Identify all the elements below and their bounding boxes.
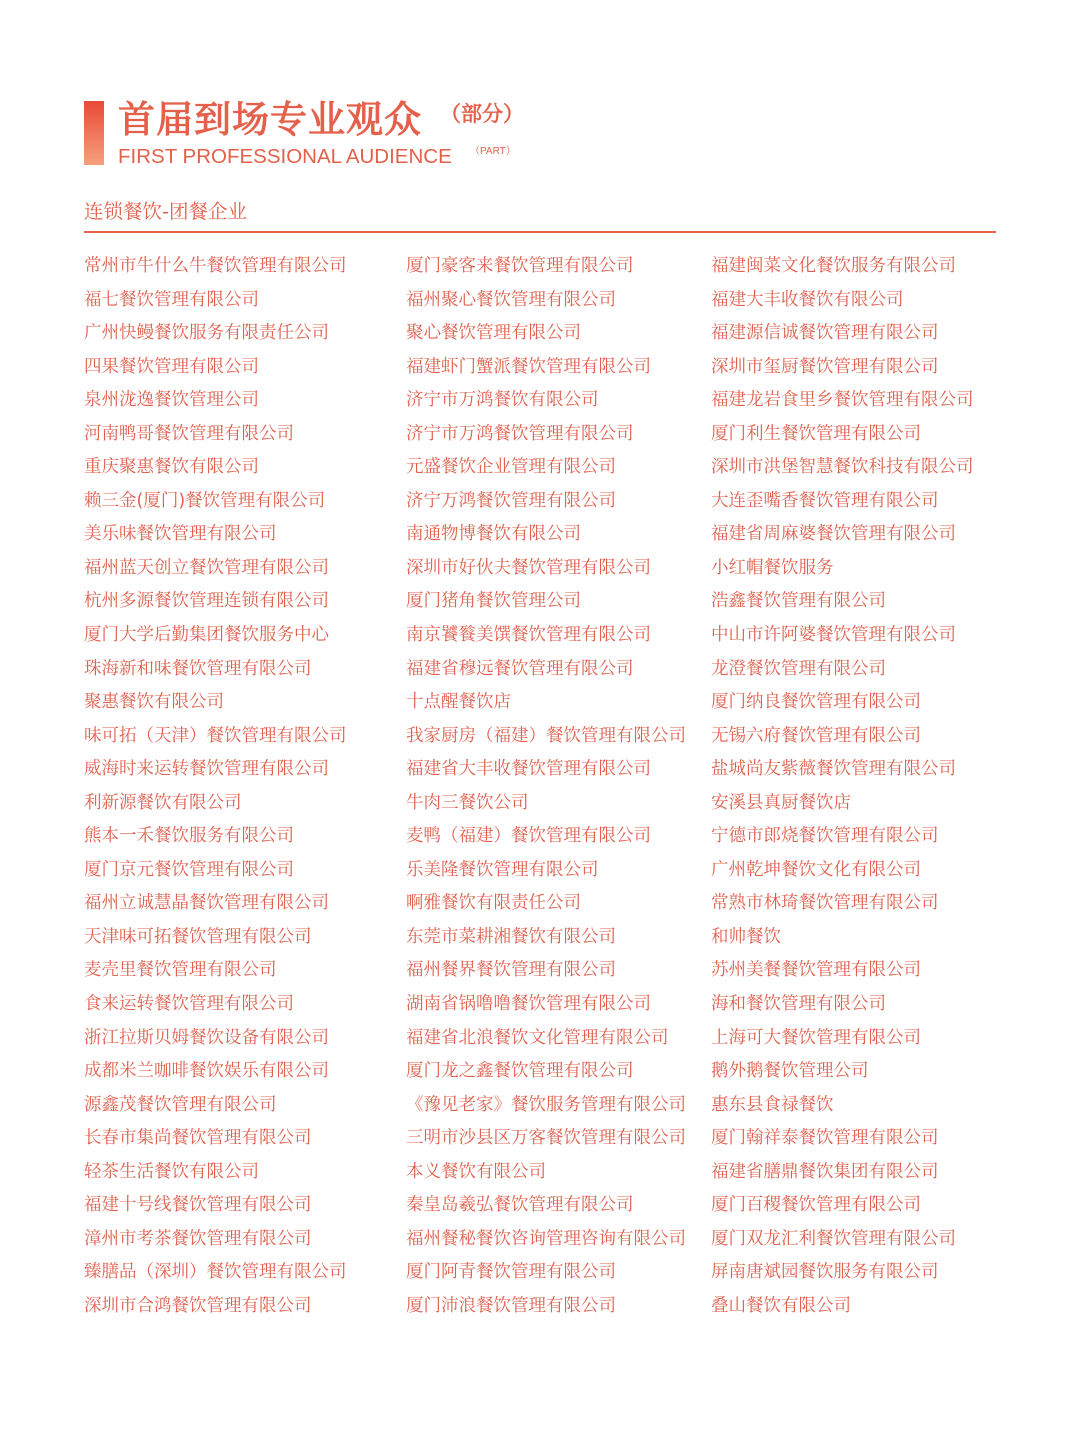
company-list-item: 厦门京元餐饮管理有限公司 <box>84 859 294 880</box>
company-list-item: 厦门翰祥泰餐饮管理有限公司 <box>711 1128 939 1149</box>
company-list-item: 啊雅餐饮有限责任公司 <box>406 893 581 914</box>
company-list-item: 屏南唐斌园餐饮服务有限公司 <box>711 1262 939 1283</box>
company-list-item: 常熟市林琦餐饮管理有限公司 <box>711 893 939 914</box>
company-list-item: 威海时来运转餐饮管理有限公司 <box>84 759 329 780</box>
company-list-item: 福建闽菜文化餐饮服务有限公司 <box>711 256 956 276</box>
company-list-item: 福建大丰收餐饮有限公司 <box>711 289 904 310</box>
company-list-item: 轻茶生活餐饮有限公司 <box>84 1161 259 1182</box>
company-list-item: 河南鸭哥餐饮管理有限公司 <box>84 423 294 444</box>
company-list-item: 盐城尚友紫薇餐饮管理有限公司 <box>711 759 956 780</box>
company-list-item: 厦门沛浪餐饮管理有限公司 <box>406 1295 616 1316</box>
company-list-item: 十点醒餐饮店 <box>406 692 511 713</box>
company-list-item: 福建十号线餐饮管理有限公司 <box>84 1195 312 1216</box>
page-title: 首届到场专业观众 <box>118 98 422 141</box>
company-list-item: 聚心餐饮管理有限公司 <box>406 323 581 344</box>
company-list-item: 本义餐饮有限公司 <box>406 1161 546 1182</box>
company-list-item: 福建省周麻婆餐饮管理有限公司 <box>711 524 956 545</box>
company-list-item: 麦鸭（福建）餐饮管理有限公司 <box>406 826 651 847</box>
company-list-item: 福建龙岩食里乡餐饮管理有限公司 <box>711 390 974 411</box>
company-list-item: 福州蓝天创立餐饮管理有限公司 <box>84 557 329 578</box>
company-list-item: 源鑫茂餐饮管理有限公司 <box>84 1094 277 1115</box>
company-list-item: 浙江拉斯贝姆餐饮设备有限公司 <box>84 1027 329 1048</box>
company-list-item: 常州市牛什么牛餐饮管理有限公司 <box>84 256 347 276</box>
company-list-item: 长春市集尚餐饮管理有限公司 <box>84 1128 312 1149</box>
page-subtitle-en-suffix: （PART） <box>470 146 516 157</box>
company-list-item: 福建省膳鼎餐饮集团有限公司 <box>711 1161 939 1182</box>
company-list-item: 南京饕餮美馔餐饮管理有限公司 <box>406 625 651 646</box>
company-list-item: 厦门双龙汇利餐饮管理有限公司 <box>711 1228 956 1249</box>
company-list-item: 厦门猪角餐饮管理公司 <box>406 591 581 612</box>
company-list-item: 南通物博餐饮有限公司 <box>406 524 581 545</box>
company-list-column-3 <box>711 250 974 1324</box>
company-list-item: 惠东县食禄餐饮 <box>711 1094 834 1115</box>
company-list-item: 赖三金(厦门)餐饮管理有限公司 <box>84 490 326 511</box>
company-list-item: 福州餐界餐饮管理有限公司 <box>406 960 616 981</box>
company-list-item: 广州快鳗餐饮服务有限责任公司 <box>84 323 329 344</box>
company-list-item: 和帅餐饮 <box>711 926 781 947</box>
page-subtitle-en: FIRST PROFESSIONAL AUDIENCE <box>118 145 452 168</box>
company-list-item: 中山市许阿婆餐饮管理有限公司 <box>711 625 956 646</box>
company-list-item: 厦门豪客来餐饮管理有限公司 <box>406 256 634 276</box>
company-list-item: 厦门龙之鑫餐饮管理有限公司 <box>406 1061 634 1082</box>
company-list-item: 福州聚心餐饮管理有限公司 <box>406 289 616 310</box>
company-list-item: 元盛餐饮企业管理有限公司 <box>406 457 616 478</box>
section-divider <box>84 231 996 233</box>
company-list-item: 重庆聚惠餐饮有限公司 <box>84 457 259 478</box>
company-list-item: 厦门大学后勤集团餐饮服务中心 <box>84 625 329 646</box>
company-list-item: 福建省穆远餐饮管理有限公司 <box>406 658 634 679</box>
company-list-item: 食来运转餐饮管理有限公司 <box>84 994 294 1015</box>
company-list-item: 宁德市郎烧餐饮管理有限公司 <box>711 826 939 847</box>
company-list-item: 福建虾门蟹派餐饮管理有限公司 <box>406 356 651 377</box>
page-title-suffix: （部分） <box>440 102 524 126</box>
company-list-item: 济宁市万鸿餐饮管理有限公司 <box>406 423 634 444</box>
company-list-item: 福建省大丰收餐饮管理有限公司 <box>406 759 651 780</box>
company-list-item: 东莞市菜耕湘餐饮有限公司 <box>406 926 616 947</box>
company-list-column-2 <box>406 250 686 1324</box>
company-list-item: 牛肉三餐饮公司 <box>406 792 529 813</box>
company-list-item: 安溪县真厨餐饮店 <box>711 792 851 813</box>
company-list-item: 上海可大餐饮管理有限公司 <box>711 1027 921 1048</box>
company-list-item: 小红帽餐饮服务 <box>711 557 834 578</box>
company-list-item: 乐美隆餐饮管理有限公司 <box>406 859 599 880</box>
company-list-item: 叠山餐饮有限公司 <box>711 1295 851 1316</box>
company-list-item: 利新源餐饮有限公司 <box>84 792 242 813</box>
company-list-item: 泉州泷逸餐饮管理公司 <box>84 390 259 411</box>
company-list-item: 成都米兰咖啡餐饮娱乐有限公司 <box>84 1061 329 1082</box>
company-list-item: 广州乾坤餐饮文化有限公司 <box>711 859 921 880</box>
company-list-column-1 <box>84 250 347 1324</box>
company-list-item: 珠海新和味餐饮管理有限公司 <box>84 658 312 679</box>
company-list-item: 苏州美餐餐饮管理有限公司 <box>711 960 921 981</box>
company-list-item: 美乐味餐饮管理有限公司 <box>84 524 277 545</box>
title-accent-bar <box>84 101 104 165</box>
company-list-item: 福建省北浪餐饮文化管理有限公司 <box>406 1027 669 1048</box>
company-list-item: 麦壳里餐饮管理有限公司 <box>84 960 277 981</box>
company-list-item: 海和餐饮管理有限公司 <box>711 994 886 1015</box>
company-list-item: 福州餐秘餐饮咨询管理咨询有限公司 <box>406 1228 686 1249</box>
company-list-item: 济宁万鸿餐饮管理有限公司 <box>406 490 616 511</box>
company-list-item: 我家厨房（福建）餐饮管理有限公司 <box>406 725 686 746</box>
company-list-item: 厦门利生餐饮管理有限公司 <box>711 423 921 444</box>
company-list-item: 四果餐饮管理有限公司 <box>84 356 259 377</box>
company-list-item: 三明市沙县区万客餐饮管理有限公司 <box>406 1128 686 1149</box>
company-list-item: 深圳市洪堡智慧餐饮科技有限公司 <box>711 457 974 478</box>
company-list-item: 秦皇岛羲弘餐饮管理有限公司 <box>406 1195 634 1216</box>
company-list-item: 龙澄餐饮管理有限公司 <box>711 658 886 679</box>
company-list-item: 湖南省锅噜噜餐饮管理有限公司 <box>406 994 651 1015</box>
company-list-item: 福建源信诚餐饮管理有限公司 <box>711 323 939 344</box>
company-list-item: 福州立诚慧晶餐饮管理有限公司 <box>84 893 329 914</box>
company-list-item: 熊本一禾餐饮服务有限公司 <box>84 826 294 847</box>
company-list-item: 济宁市万鸿餐饮有限公司 <box>406 390 599 411</box>
company-list-item: 天津味可拓餐饮管理有限公司 <box>84 926 312 947</box>
company-list-item: 聚惠餐饮有限公司 <box>84 692 224 713</box>
company-list-item: 厦门百稷餐饮管理有限公司 <box>711 1195 921 1216</box>
company-list-item: 《豫见老家》餐饮服务管理有限公司 <box>406 1094 686 1115</box>
company-list-item: 无锡六府餐饮管理有限公司 <box>711 725 921 746</box>
company-list-item: 厦门阿青餐饮管理有限公司 <box>406 1262 616 1283</box>
company-list-item: 鹅外鹅餐饮管理公司 <box>711 1061 869 1082</box>
company-list-item: 漳州市考茶餐饮管理有限公司 <box>84 1228 312 1249</box>
company-list-item: 浩鑫餐饮管理有限公司 <box>711 591 886 612</box>
company-list-item: 味可拓（天津）餐饮管理有限公司 <box>84 725 347 746</box>
company-list-item: 深圳市玺厨餐饮管理有限公司 <box>711 356 939 377</box>
section-heading: 连锁餐饮-团餐企业 <box>84 200 248 223</box>
company-list-item: 臻膳品（深圳）餐饮管理有限公司 <box>84 1262 347 1283</box>
company-list-item: 大连歪嘴香餐饮管理有限公司 <box>711 490 939 511</box>
company-list-item: 福七餐饮管理有限公司 <box>84 289 259 310</box>
company-list-item: 深圳市好伙夫餐饮管理有限公司 <box>406 557 651 578</box>
company-list-item: 厦门纳良餐饮管理有限公司 <box>711 692 921 713</box>
company-list-item: 深圳市合鸿餐饮管理有限公司 <box>84 1295 312 1316</box>
company-list-item: 杭州多源餐饮管理连锁有限公司 <box>84 591 329 612</box>
